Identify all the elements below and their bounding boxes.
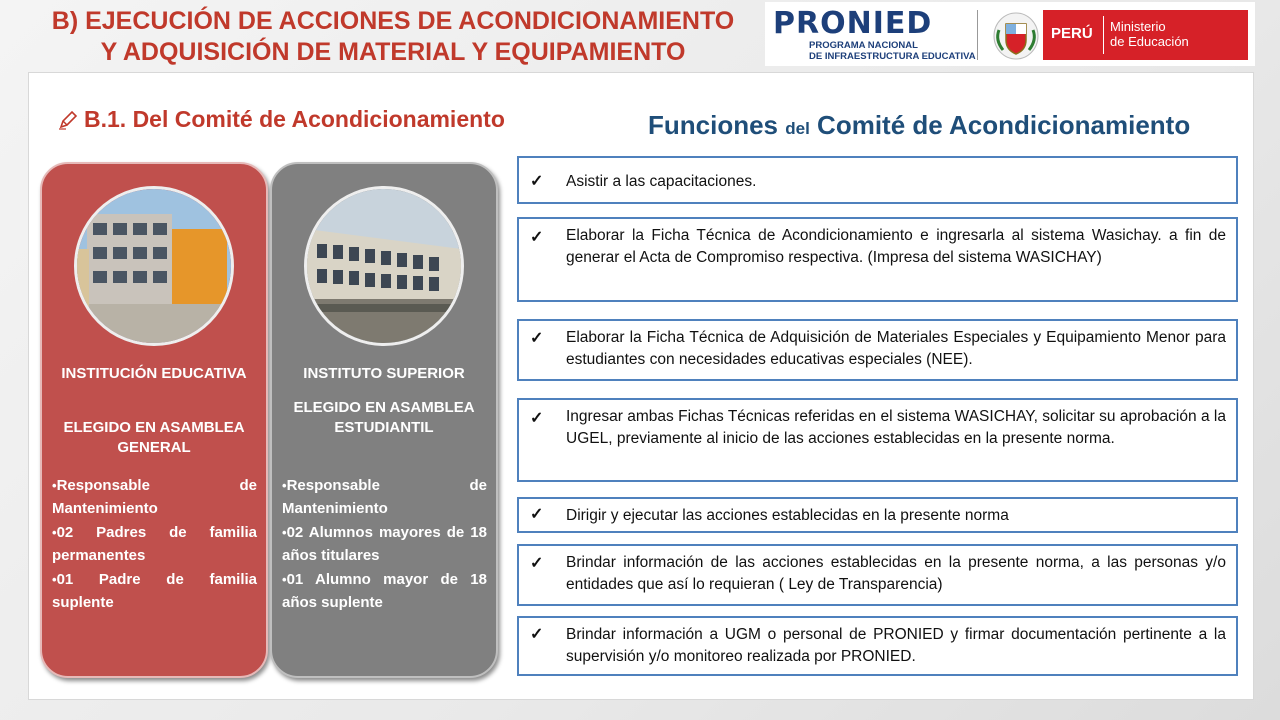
pronied-subtitle-line1: PROGRAMA NACIONAL (809, 40, 918, 51)
ministry-name-line1: Ministerio (1110, 19, 1166, 34)
member-text: 02 Alumnos mayores de 18 años titulares (282, 524, 487, 564)
function-text: Brindar información de las acciones establecidas en la presente norma, a las personas y/o entidades que así lo requieran ( Ley de Transparencia) (566, 554, 1226, 593)
card-institucion-educativa (40, 162, 268, 678)
function-box (517, 497, 1238, 533)
function-box (517, 319, 1238, 381)
slide-title (28, 6, 758, 68)
function-text: Brindar información a UGM o personal de PRONIED y firmar documentación pertinente a la supervisión y/o monitoreo realizada por PRONIED. (566, 626, 1226, 665)
pronied-subtitle-line2: DE INFRAESTRUCTURA EDUCATIVA (809, 51, 976, 62)
function-box (517, 156, 1238, 204)
member-text: 01 Alumno mayor de 18 años suplente (282, 571, 487, 611)
ministry-separator (1103, 16, 1104, 54)
checkmark-icon: ✓ (530, 506, 544, 523)
ministry-name (1110, 19, 1189, 49)
function-text: Ingresar ambas Fichas Técnicas referidas en el sistema WASICHAY, solicitar su aprobación a la UGEL, previamente al inicio de las acciones establecidas en la presente norma. (566, 408, 1226, 447)
coat-of-arms-icon (991, 10, 1041, 62)
function-text: Dirigir y ejecutar las acciones establecidas en la presente norma (566, 507, 1009, 524)
card-election-info: ELEGIDO EN ASAMBLEA GENERAL (63, 419, 245, 456)
checkmark-icon: ✓ (530, 555, 544, 572)
slide-title-line2: Y ADQUISICIÓN DE MATERIAL Y EQUIPAMIENTO (100, 38, 686, 66)
functions-title-part3: Comité de Acondicionamiento (809, 110, 1191, 140)
checkmark-icon: ✓ (530, 229, 544, 246)
list-item: •Responsable de Mantenimiento (52, 477, 257, 517)
functions-title (648, 110, 1190, 141)
function-text: Elaborar la Ficha Técnica de Adquisición de Materiales Especiales y Equipamiento Menor para estudiantes con necesidades educativas especiales (NEE). (566, 329, 1226, 368)
function-text: Elaborar la Ficha Técnica de Acondicionamiento e ingresarla al sistema Wasichay. a fin de generar el Acta de Compromiso respectiva. (Impresa del sistema WASICHAY) (566, 227, 1226, 266)
functions-title-part1: Funciones (648, 110, 786, 140)
member-text: Responsable de Mantenimiento (52, 477, 257, 517)
function-box (517, 616, 1238, 676)
list-item: •01 Alumno mayor de 18 años suplente (282, 571, 487, 611)
function-box (517, 544, 1238, 606)
checkmark-icon: ✓ (530, 173, 544, 190)
card-institution-title: INSTITUTO SUPERIOR (303, 365, 465, 382)
functions-title-part2: del (785, 119, 810, 138)
slide-title-line1: B) EJECUCIÓN DE ACCIONES DE ACONDICIONAMIENTO (51, 7, 735, 35)
function-box (517, 217, 1238, 302)
peru-label: PERÚ (1051, 25, 1093, 42)
member-text: 02 Padres de familia permanentes (52, 524, 257, 564)
ministry-name-line2: de Educación (1110, 34, 1189, 49)
section-title (58, 106, 505, 133)
card-member-list (282, 474, 487, 615)
card-institution-title: INSTITUCIÓN EDUCATIVA (61, 365, 247, 382)
ministry-logo (1043, 10, 1248, 60)
function-box (517, 398, 1238, 482)
pronied-subtitle (809, 40, 976, 62)
pronied-logo-text: PRONIED (773, 6, 933, 41)
checkmark-icon: ✓ (530, 410, 544, 427)
section-title-text: B.1. Del Comité de Acondicionamiento (84, 106, 505, 132)
institute-building-photo (304, 186, 464, 346)
checkmark-icon: ✓ (530, 330, 544, 347)
card-election-info: ELEGIDO EN ASAMBLEA ESTUDIANTIL (293, 399, 475, 436)
list-item: •Responsable de Mantenimiento (282, 477, 487, 517)
logo-banner (765, 2, 1255, 66)
list-item: •01 Padre de familia suplente (52, 571, 257, 611)
card-instituto-superior (270, 162, 498, 678)
function-text: Asistir a las capacitaciones. (566, 173, 757, 190)
checkmark-icon: ✓ (530, 626, 544, 643)
logo-divider (977, 10, 978, 60)
card-member-list (52, 474, 257, 615)
member-text: Responsable de Mantenimiento (282, 477, 487, 517)
list-item: •02 Alumnos mayores de 18 años titulares (282, 524, 487, 564)
list-item: •02 Padres de familia permanentes (52, 524, 257, 564)
school-building-photo (74, 186, 234, 346)
member-text: 01 Padre de familia suplente (52, 571, 257, 611)
